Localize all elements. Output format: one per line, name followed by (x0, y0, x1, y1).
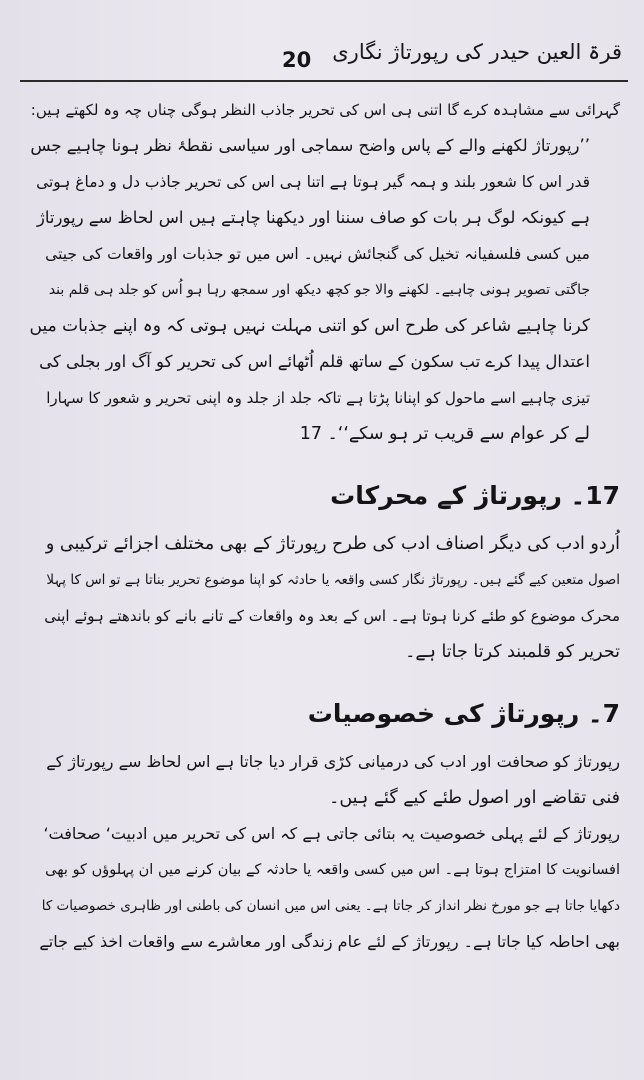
running-title: قرۃ العین حیدر کی رپورتاژ نگاری (332, 40, 622, 64)
motives-paragraph (30, 526, 620, 670)
paragraph-line: افسانویت کا امتزاج ہوتا ہے۔ اس میں کسی واقعہ یا حادثہ کے بیان کرنے میں ان پہلوؤں کو بھی (45, 862, 620, 878)
quote-line: میں کسی فلسفیانہ تخیل کی گنجائش نہیں۔ اس میں تو جذبات اور واقعات کی جیتی (45, 245, 590, 263)
paragraph-line: اصول متعین کیے گئے ہیں۔ رپورتاژ نگار کسی واقعہ یا حادثہ کو اپنا موضوع تحریر بناتا ہے تو اس کا پہلا (46, 572, 620, 588)
section-heading-features: 7۔ رپورتاژ کی خصوصیات (307, 699, 620, 728)
quote-line: لے کر عوام سے قریب تر ہو سکے‘‘۔ 17 (299, 424, 590, 444)
paragraph-line: بھی احاطہ کیا جاتا ہے۔ رپورتاژ کے لئے عام زندگی اور معاشرے سے واقعات اخذ کیے جاتے (39, 932, 620, 951)
paragraph-line: دکھایا جاتا ہے جو مورخ نظر انداز کر جاتا ہے۔ یعنی اس میں انسان کی باطنی اور ظاہری خصوصیات کا (41, 898, 620, 914)
quote-line: اعتدال پیدا کرے تب سکون کے ساتھ قلم اُٹھائے اس کی تحریر کو آگ اور بجلی کی (39, 352, 590, 371)
quote-line: قدر اس کا شعور بلند و ہمہ گیر ہوتا ہے اتنا ہی اس کی تحریر جاذب دل و دماغ ہوتی (36, 173, 590, 191)
paragraph-line: فنی تقاضے اور اصول طئے کیے گئے ہیں۔ (329, 788, 620, 808)
paragraph-line: محرک موضوع کو طئے کرنا ہوتا ہے۔ اس کے بعد وہ واقعات کے تانے بانے کو باندھتے ہوئے اپنی (44, 607, 620, 625)
header-rule (20, 80, 628, 82)
quote-line: ہے کیونکہ لوگ ہر بات کو صاف سننا اور دیکھنا چاہتے ہیں اس لحاظ سے رپورتاژ (36, 208, 590, 227)
paragraph-line: رپورتاژ کو صحافت اور ادب کی درمیانی کڑی قرار دیا جاتا ہے اس لحاظ سے رپورتاژ کے (46, 752, 620, 771)
paragraph-line: رپورتاژ کے لئے پہلی خصوصیت یہ بتائی جاتی ہے کہ اس کی تحریر میں ادبیت‘ صحافت‘ (43, 824, 620, 843)
quote-line: ’’رپورتاژ لکھنے والے کے پاس واضح سماجی اور سیاسی نقطۂ نظر ہونا چاہیے جس (30, 136, 590, 155)
quotation-block (30, 128, 620, 452)
page-body (30, 92, 620, 960)
paragraph-line: اُردو ادب کی دیگر اصناف ادب کی طرح رپورتاژ کے بھی مختلف اجزائے ترکیبی و (45, 534, 620, 554)
intro-line: گہرائی سے مشاہدہ کرے گا اتنی ہی اس کی تحریر جاذب النظر ہوگی چناں چہ وہ لکھتے ہیں: (30, 101, 620, 119)
quote-line: جاگتی تصویر ہونی چاہیے۔ لکھنے والا جو کچھ دیکھ اور سمجھ رہا ہو اُس کو جلد ہی قلم بند (48, 282, 590, 298)
quote-line: تیزی چاہیے اسے ماحول کو اپنانا پڑتا ہے تاکہ جلد از جلد وہ اپنی تحریر و شعور کا سہارا (46, 389, 590, 407)
section-heading-motives: 17۔ رپورتاژ کے محرکات (330, 481, 620, 510)
features-paragraph (30, 744, 620, 960)
quote-line: کرنا چاہیے شاعر کی طرح اس کو اتنی مہلت نہیں ہوتی کہ وہ اپنے جذبات میں (29, 316, 590, 336)
paragraph-line: تحریر کو قلمبند کرتا جاتا ہے۔ (405, 642, 620, 662)
intro-paragraph (30, 92, 620, 128)
page-number: 20 (282, 48, 312, 72)
page-header (0, 0, 644, 90)
